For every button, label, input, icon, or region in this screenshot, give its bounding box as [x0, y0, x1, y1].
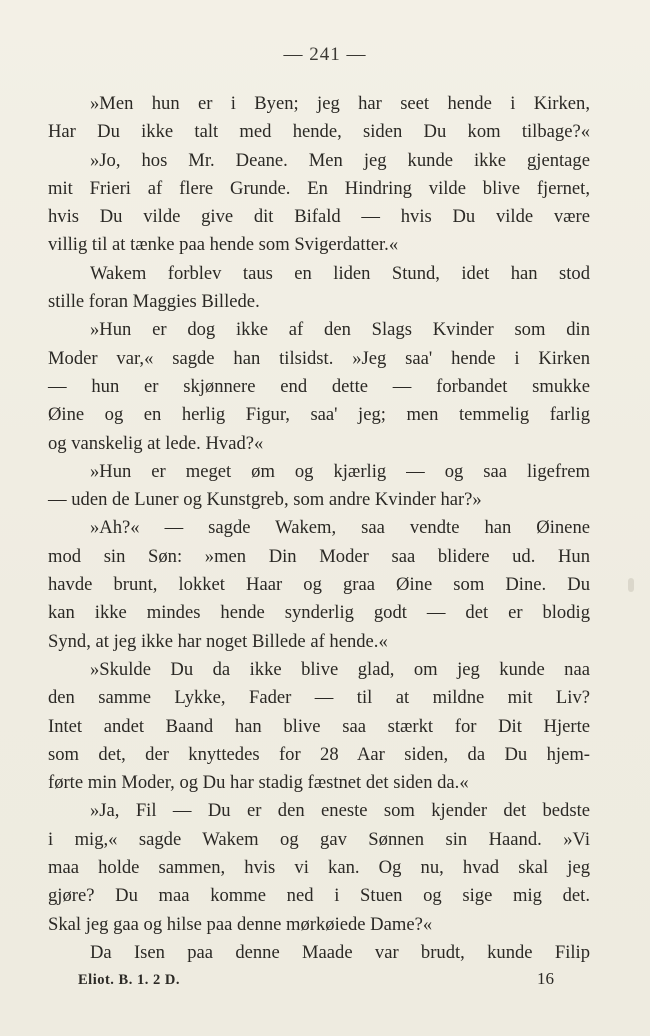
- text-line: »Hun er meget øm og kjærlig — og saa ligefrem: [90, 460, 590, 482]
- text-line: »Ja, Fil — Du er den eneste som kjender det bedste: [90, 800, 590, 822]
- text-line: Intet andet Baand han blive saa stærkt for Dit Hjerte: [48, 715, 590, 737]
- text-line: mod sin Søn: »men Din Moder saa blidere ud. Hun: [48, 545, 590, 567]
- text-line: stille foran Maggies Billede.: [48, 291, 260, 313]
- text-line: — hun er skjønnere end dette — forbandet smukke: [48, 375, 590, 397]
- text-line: »Skulde Du da ikke blive glad, om jeg kunde naa: [90, 658, 590, 680]
- sheet-number: 16: [537, 969, 554, 988]
- text-line: »Men hun er i Byen; jeg har seet hende i Kirken,: [90, 93, 590, 114]
- text-line: »Hun er dog ikke af den Slags Kvinder som din: [90, 319, 590, 341]
- text-line: som det, der knyttedes for 28 Aar siden, da Du hjem-: [48, 743, 590, 765]
- page-number: — 241 —: [283, 44, 367, 65]
- text-line: Moder var,« sagde han tilsidst. »Jeg saa' hende i Kirken: [48, 347, 590, 369]
- text-line: Øine og en herlig Figur, saa' jeg; men temmelig farlig: [48, 404, 590, 426]
- text-line: Da Isen paa denne Maade var brudt, kunde Filip: [90, 941, 590, 963]
- margin-smudge: [628, 578, 634, 592]
- text-line: og vanskelig at lede. Hvad?«: [48, 432, 264, 454]
- text-line: den samme Lykke, Fader — til at mildne mit Liv?: [48, 687, 590, 709]
- text-line: gjøre? Du maa komme ned i Stuen og sige mig det.: [48, 885, 590, 907]
- text-line: mit Frieri af flere Grunde. En Hindring vilde blive fjernet,: [48, 177, 590, 199]
- text-line: Har Du ikke talt med hende, siden Du kom tilbage?«: [48, 121, 590, 143]
- text-line: førte min Moder, og Du har stadig fæstnet det siden da.«: [48, 772, 469, 794]
- body-text: [48, 90, 590, 967]
- text-line: kan ikke mindes hende synderlig godt — det er blodig: [48, 602, 590, 624]
- text-line: — uden de Luner og Kunstgreb, som andre Kvinder har?»: [48, 489, 482, 511]
- page-footer: [78, 969, 554, 994]
- printer-signature: Eliot. B. 1. 2 D.: [78, 972, 180, 988]
- text-line: Synd, at jeg ikke har noget Billede af hende.«: [48, 630, 388, 652]
- text-line: villig til at tænke paa hende som Svigerdatter.«: [48, 234, 399, 256]
- text-line: Skal jeg gaa og hilse paa denne mørkøiede Dame?«: [48, 913, 433, 935]
- text-line: »Ah?« — sagde Wakem, saa vendte han Øinene: [90, 517, 590, 539]
- text-line: maa holde sammen, hvis vi kan. Og nu, hvad skal jeg: [48, 857, 590, 879]
- text-line: i mig,« sagde Wakem og gav Sønnen sin Haand. »Vi: [48, 828, 590, 850]
- text-line: »Jo, hos Mr. Deane. Men jeg kunde ikke gjentage: [90, 149, 590, 171]
- text-line: Wakem forblev taus en liden Stund, idet han stod: [90, 262, 590, 284]
- text-line: havde brunt, lokket Haar og graa Øine som Dine. Du: [48, 574, 590, 596]
- text-line: hvis Du vilde give dit Bifald — hvis Du vilde være: [48, 206, 590, 228]
